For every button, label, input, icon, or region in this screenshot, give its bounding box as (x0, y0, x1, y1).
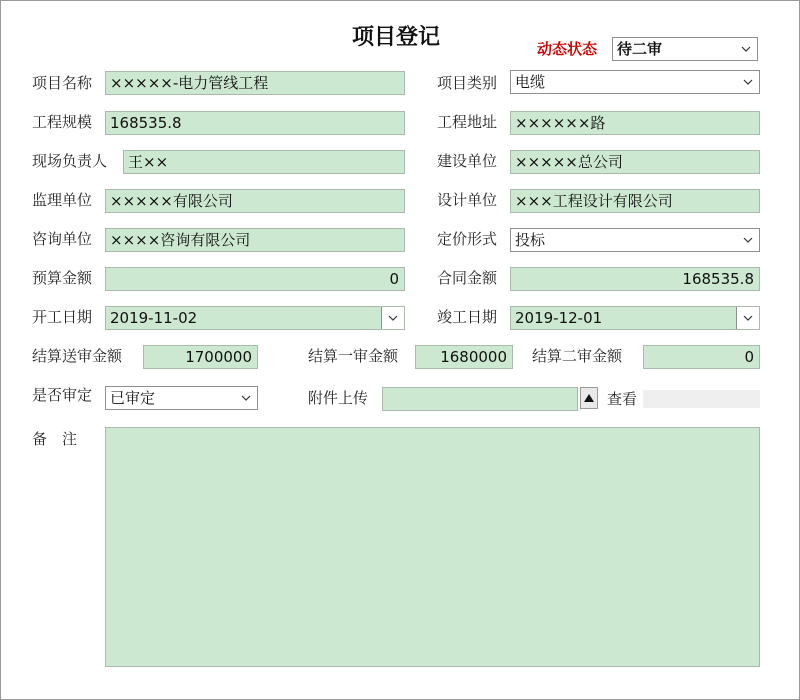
consultant-field[interactable]: ××××咨询有限公司 (105, 228, 405, 252)
settle-submit-label: 结算送审金额 (32, 347, 123, 365)
view-link[interactable]: 查看 (607, 390, 638, 408)
status-label: 动态状态 (537, 40, 598, 58)
pricing-select[interactable] (510, 228, 760, 252)
builder-label: 建设单位 (437, 152, 498, 170)
start-date-label: 开工日期 (32, 308, 93, 326)
calendar-dropdown-icon[interactable] (736, 307, 759, 329)
address-label: 工程地址 (437, 113, 498, 131)
scale-field[interactable]: 168535.8 (105, 111, 405, 135)
builder-field[interactable]: ×××××总公司 (510, 150, 760, 174)
reviewed-label: 是否审定 (32, 386, 93, 404)
settle-first-label: 结算一审金额 (308, 347, 399, 365)
address-field[interactable]: ××××××路 (510, 111, 760, 135)
chevron-down-icon (239, 387, 253, 409)
project-type-label: 项目类别 (437, 74, 498, 92)
project-type-select[interactable] (510, 70, 760, 94)
chevron-down-icon (739, 38, 753, 60)
project-name-field[interactable]: ×××××-电力管线工程 (105, 71, 405, 95)
start-date-value: 2019-11-02 (110, 309, 198, 327)
attach-label: 附件上传 (308, 389, 369, 407)
project-name-label: 项目名称 (32, 74, 93, 92)
chevron-down-icon (741, 229, 755, 251)
status-select[interactable] (612, 37, 758, 61)
attach-field[interactable] (382, 387, 578, 411)
settle-submit-field[interactable]: 1700000 (143, 345, 258, 369)
view-display (643, 390, 760, 408)
consultant-label: 咨询单位 (32, 230, 93, 248)
manager-field[interactable]: 王×× (123, 150, 405, 174)
budget-field[interactable]: 0 (105, 267, 405, 291)
project-type-value: 电缆 (515, 73, 546, 91)
contract-field[interactable]: 168535.8 (510, 267, 760, 291)
end-date-field[interactable] (510, 306, 760, 330)
remark-label: 备 注 (32, 430, 78, 448)
designer-label: 设计单位 (437, 191, 498, 209)
manager-label: 现场负责人 (32, 152, 108, 170)
end-date-label: 竣工日期 (437, 308, 498, 326)
chevron-down-icon (741, 71, 755, 93)
supervisor-field[interactable]: ×××××有限公司 (105, 189, 405, 213)
settle-second-label: 结算二审金额 (532, 347, 623, 365)
scale-label: 工程规模 (32, 113, 93, 131)
settle-first-field[interactable]: 1680000 (415, 345, 513, 369)
designer-field[interactable]: ×××工程设计有限公司 (510, 189, 760, 213)
pricing-label: 定价形式 (437, 230, 498, 248)
settle-second-field[interactable]: 0 (643, 345, 760, 369)
reviewed-select[interactable] (105, 386, 258, 410)
supervisor-label: 监理单位 (32, 191, 93, 209)
pricing-value: 投标 (515, 231, 546, 249)
calendar-dropdown-icon[interactable] (381, 307, 404, 329)
contract-label: 合同金额 (437, 269, 498, 287)
budget-label: 预算金额 (32, 269, 93, 287)
remark-textarea[interactable] (105, 427, 760, 667)
status-select-value: 待二审 (617, 40, 663, 58)
upload-arrow-icon[interactable] (580, 387, 598, 409)
end-date-value: 2019-12-01 (515, 309, 603, 327)
reviewed-value: 已审定 (110, 389, 156, 407)
start-date-field[interactable] (105, 306, 405, 330)
form-title: 项目登记 (352, 24, 441, 50)
